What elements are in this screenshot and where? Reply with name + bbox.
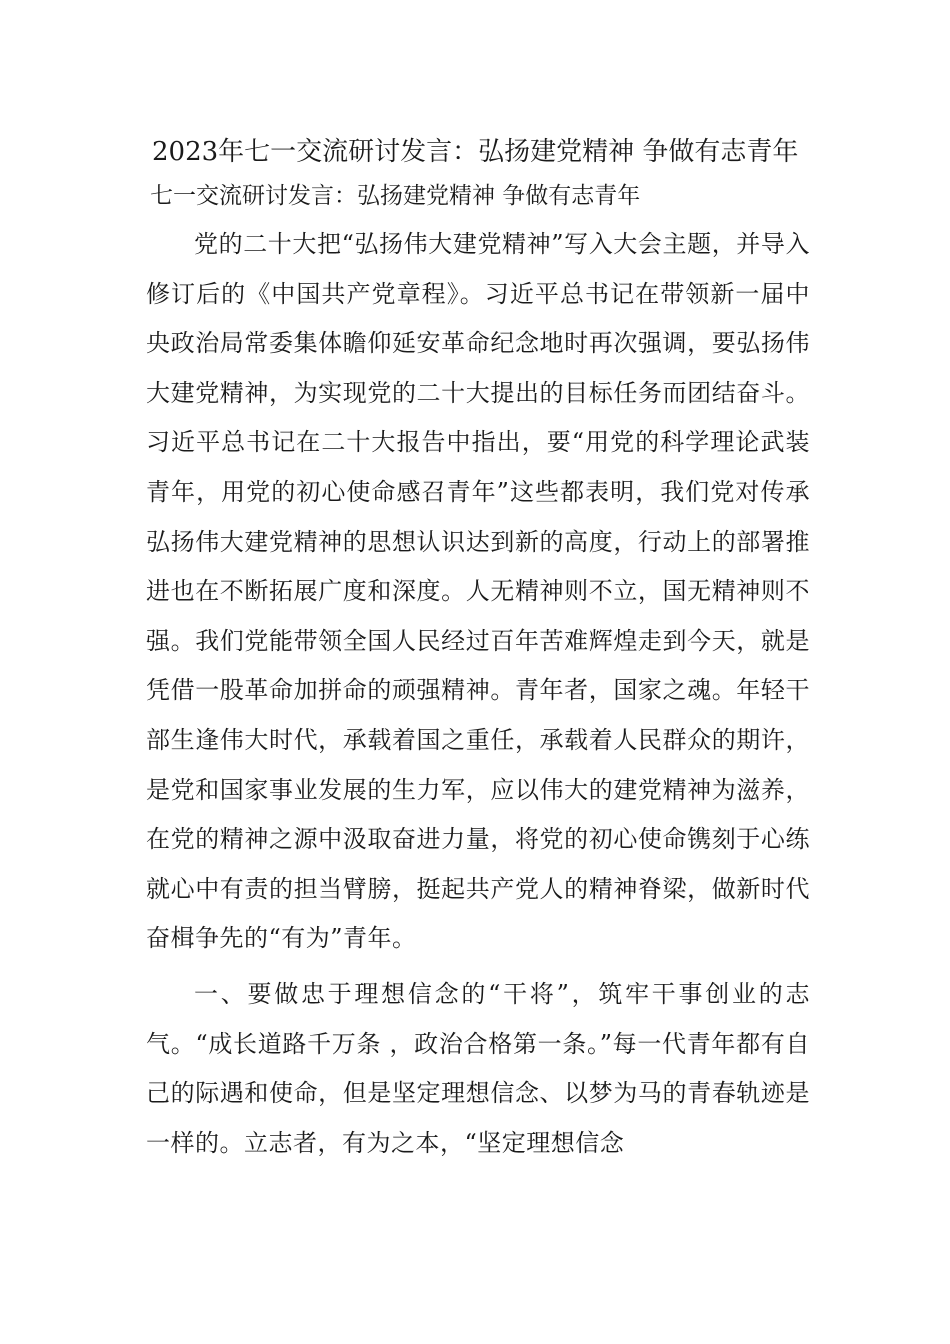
document-title: 2023年七一交流研讨发言：弘扬建党精神 争做有志青年 [152, 137, 799, 167]
paragraph-section-one: 一、要做忠于理想信念的“干将”，筑牢干事创业的志气。“成长道路千万条 ，政治合格第一条。”每一代青年都有自己的际遇和使命，但是坚定理想信念、以梦为马的青春轨迹是一样的。立志者，有为之本，“坚定理想信念 [146, 979, 810, 1157]
document-body [146, 128, 810, 1168]
paragraph-intro: 党的二十大把“弘扬伟大建党精神”写入大会主题，并导入修订后的《中国共产党章程》。习近平总书记在带领新一届中央政治局常委集体瞻仰延安革命纪念地时再次强调，要弘扬伟大建党精神，为实现党的二十大提出的目标任务而团结奋斗。习近平总书记在二十大报告中指出，要“用党的科学理论武装青年，用党的初心使命感召青年”这些都表明，我们党对传承弘扬伟大建党精神的思想认识达到新的高度，行动上的部署推进也在不断拓展广度和深度。人无精神则不立，国无精神则不强。我们党能带领全国人民经过百年苦难辉煌走到今天，就是凭借一股革命加拼命的顽强精神。青年者，国家之魂。年轻干部生逢伟大时代，承载着国之重任，承载着人民群众的期许，是党和国家事业发展的生力军，应以伟大的建党精神为滋养，在党的精神之源中汲取奋进力量，将党的初心使命镌刻于心练就心中有责的担当臂膀，挺起共产党人的精神脊梁，做新时代奋楫争先的“有为”青年。 [146, 230, 810, 953]
document-subtitle: 七一交流研讨发言：弘扬建党精神 争做有志青年 [150, 183, 641, 209]
